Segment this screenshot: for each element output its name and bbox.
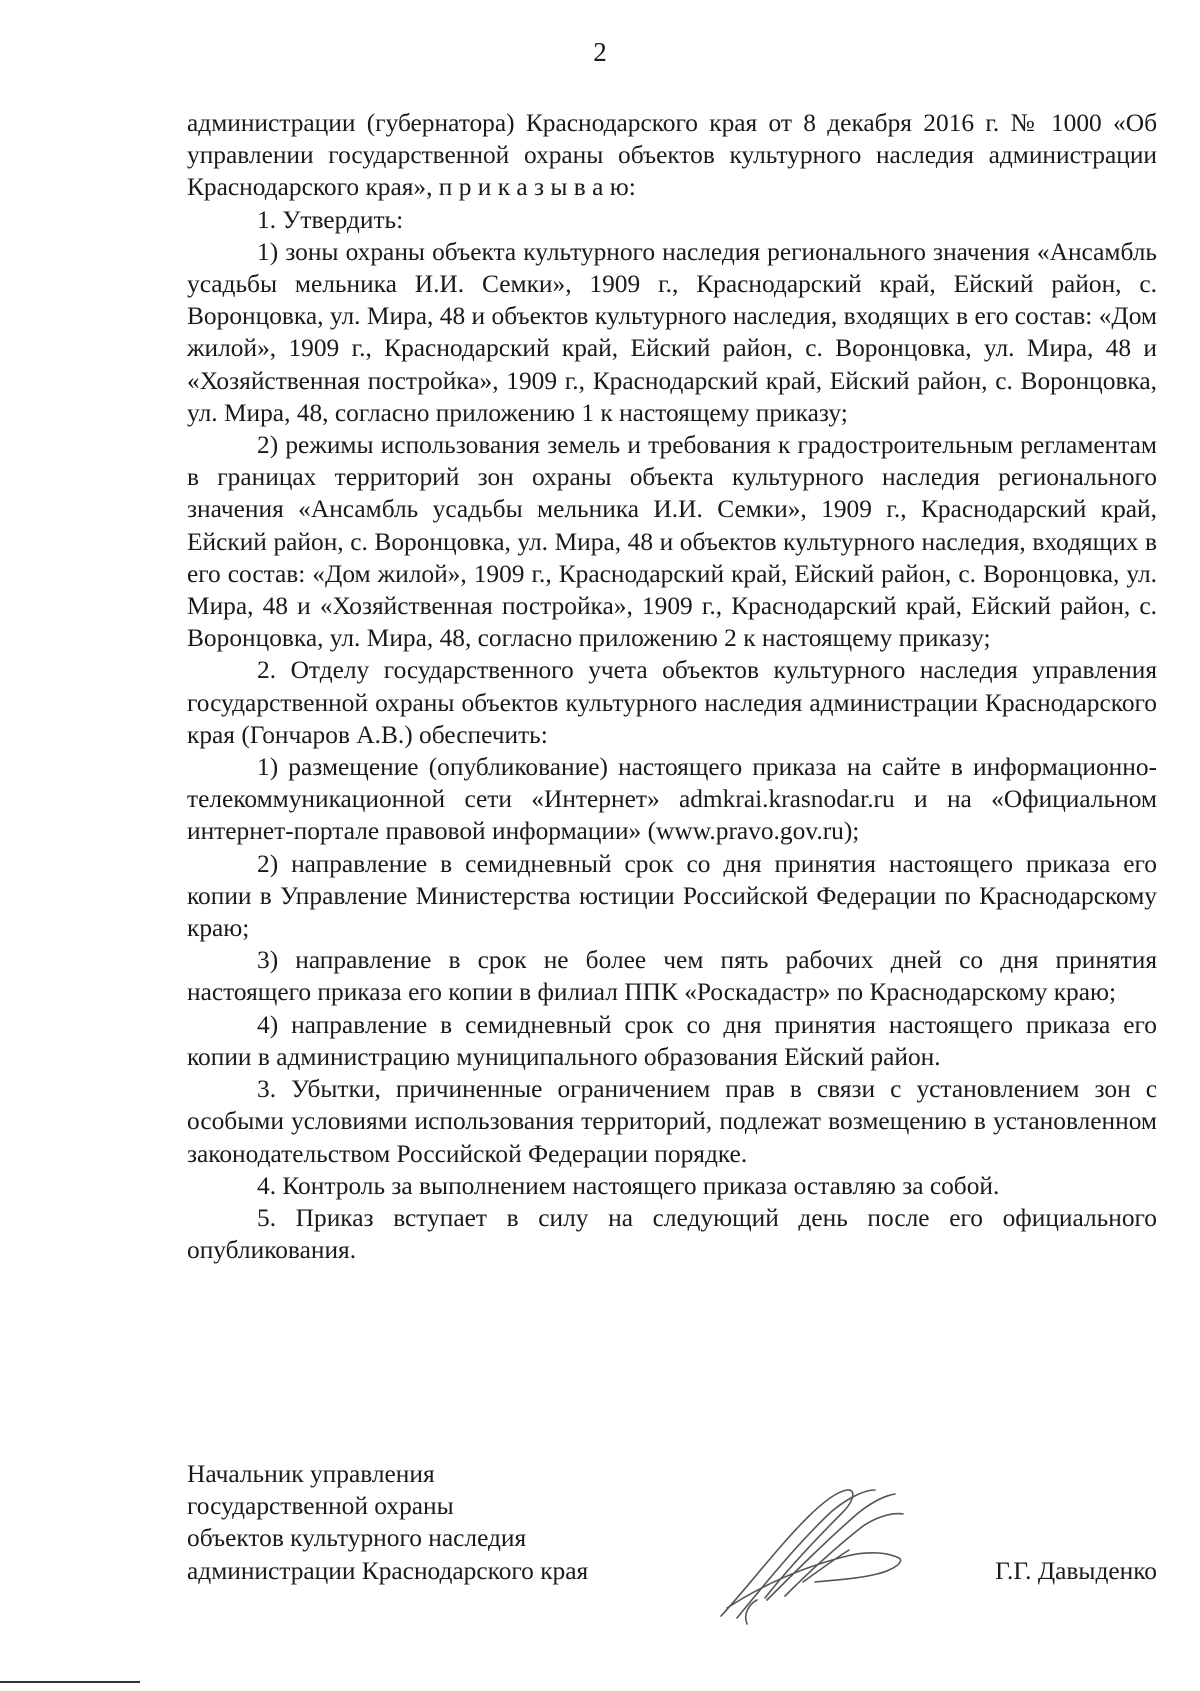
signer-title-line: администрации Краснодарского края (187, 1556, 589, 1585)
signer-name: Г.Г. Давыденко (995, 1556, 1157, 1585)
paragraph-item-1-2: 2) режимы использования земель и требования к градостроительным регламентам в границах территорий зон охраны объекта культурного наследия регионального значения «Ансамбль усадьбы мельника И.И. Семки», 1909 г., Краснодарский край, Ейский район, с. Воронцовка, ул. Мира, 48 и объектов культурного наследия, входящих в его состав: «Дом жилой», 1909 г., Краснодарский край, Ейский район, с. Воронцовка, ул. Мира, 48 и «Хозяйственная постройка», 1909 г., Краснодарский край, Ейский район, с. Воронцовка, ул. Мира, 48, согласно приложению 2 к настоящему приказу; (187, 431, 1157, 653)
paragraph-preamble: администрации (губернатора) Краснодарского края от 8 декабря 2016 г. № 1000 «Об управлении государственной охраны объектов культурного наследия администрации Краснодарского края», п р и к а з ы в а ю: (187, 109, 1157, 202)
paragraph-item-2-3: 3) направление в срок не более чем пять рабочих дней со дня принятия настоящего приказа его копии в филиал ППК «Роскадастр» по Краснодарскому краю; (187, 946, 1157, 1007)
paragraph-item-4: 4. Контроль за выполнением настоящего приказа оставляю за собой. (257, 1171, 1000, 1200)
paragraph-item-2-2: 2) направление в семидневный срок со дня принятия настоящего приказа его копии в Управление Министерства юстиции Российской Федерации по Краснодарскому краю; (187, 849, 1157, 943)
paragraph-item-1-1: 1) зоны охраны объекта культурного наследия регионального значения «Ансамбль усадьбы мельника И.И. Семки», 1909 г., Краснодарский край, Ейский район, с. Воронцовка, ул. Мира, 48 и объектов культурного наследия, входящих в его состав: «Дом жилой», 1909 г., Краснодарский край, Ейский район, с. Воронцовка, ул. Мира, 48 и «Хозяйственная постройка», 1909 г., Краснодарский край, Ейский район, с. Воронцовка, ул. Мира, 48, согласно приложению 1 к настоящему приказу; (187, 237, 1157, 427)
page-number: 2 (593, 37, 607, 67)
signer-title (187, 1458, 588, 1587)
paragraph-item-1: 1. Утвердить: (257, 205, 404, 234)
signer-title-line: государственной охраны (187, 1492, 454, 1521)
signer-title-line: объектов культурного наследия (187, 1524, 527, 1553)
paragraph-item-5: 5. Приказ вступает в силу на следующий день после его официального опубликования. (187, 1203, 1157, 1265)
paragraph-item-2-1: 1) размещение (опубликование) настоящего приказа на сайте в информационно-телекоммуникационной сети «Интернет» admkrai.krasnodar.ru и на «Официальном интернет-портале правовой информации» (www.pravo.gov.ru); (187, 753, 1157, 846)
paragraph-item-2-4: 4) направление в семидневный срок со дня принятия настоящего приказа его копии в администрацию муниципального образования Ейский район. (187, 1010, 1157, 1071)
handwritten-signature (707, 1478, 917, 1628)
document-body (187, 107, 1157, 1266)
signer-title-line: Начальник управления (187, 1460, 435, 1488)
signature-block (187, 1458, 1157, 1608)
paragraph-item-2: 2. Отделу государственного учета объектов культурного наследия управления государственной охраны объектов культурного наследия администрации Краснодарского края (Гончаров А.В.) обеспечить: (187, 656, 1157, 749)
paragraph-item-3: 3. Убытки, причиненные ограничением прав в связи с установлением зон с особыми условиями использования территорий, подлежат возмещению в установленном законодательством Российской Федерации порядке. (187, 1075, 1157, 1168)
footer-rule (0, 1681, 140, 1683)
